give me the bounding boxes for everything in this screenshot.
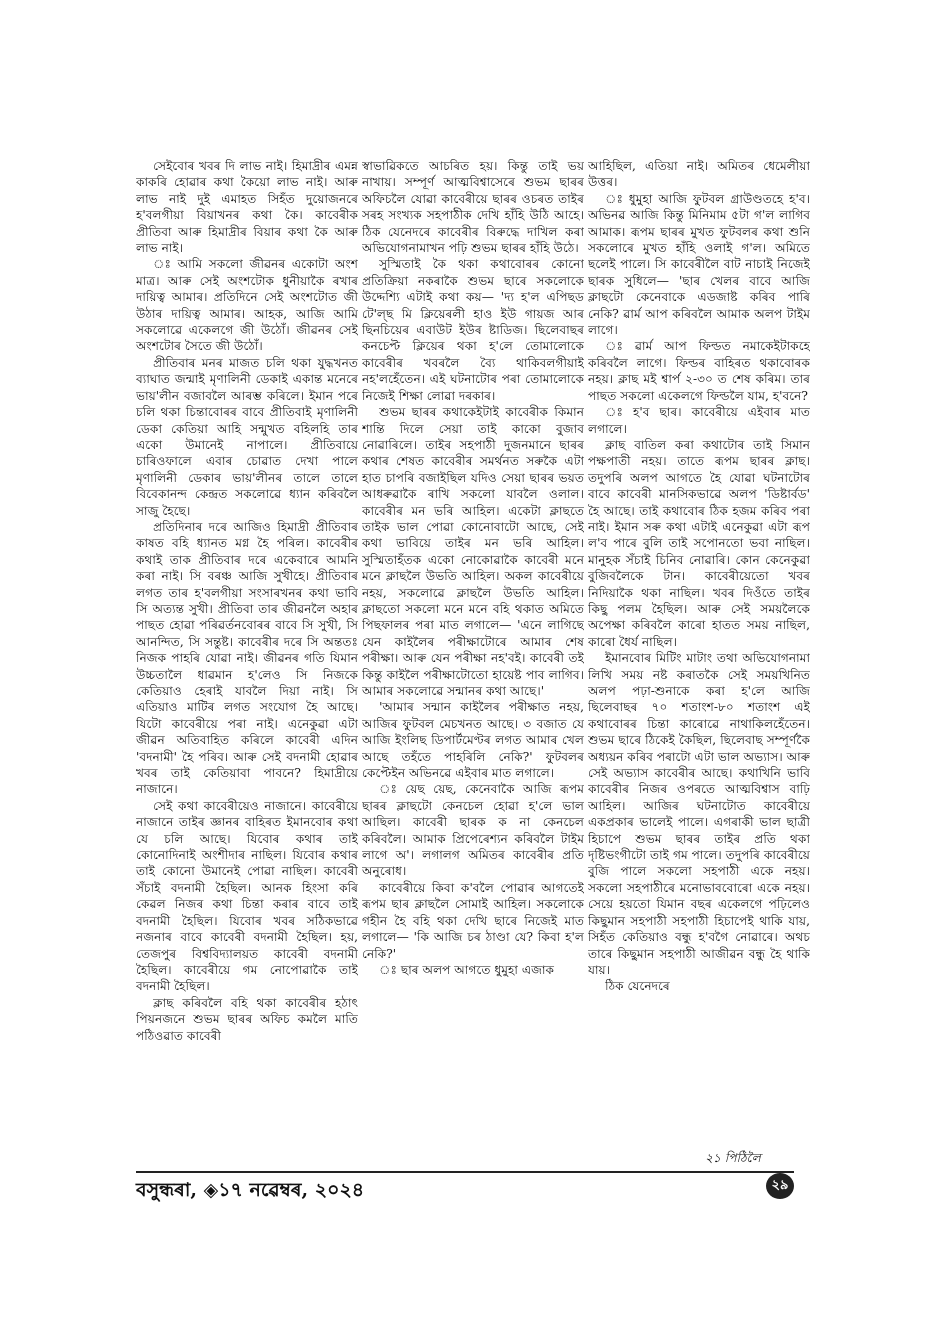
paragraph: ক্লাছ কৰিবলৈ বহি থকা কাবেৰীৰ হঠাৎ পিয়নজনে শুভম ছাৰৰ অফিচ কমলৈ মাতি পঠিওৱাত কাবেৰী	[136, 995, 358, 1043]
paragraph: ইমানবোৰ মিটিং মাটাং তথা অভিযোগনামা লিখি সময় নষ্ট কৰাতকৈ সেই সময়খিনিত অলপ পঢ়া-শুনাকে কৰা হ'লে আজি ছিলেবাছৰ ৭০ শতাংশ-৮০ শতাংশ এই কথাবোৰৰ চিন্তা কাৰোৱে নাথাকিলহেঁতেন। শুভম ছাৰে ঠিকেই কৈছিল, ছিলেবাছ সম্পূৰ্ণকৈ অধ্যয়ন কৰিব পৰাটো এটা ভাল অভ্যাস। আৰু সেই অভ্যাস কাবেৰীৰ আছে। কথাখিনি ভাবি কাবেৰীৰ নিজৰ ওপৰতে আত্মবিশ্বাস বাঢ়ি আহিল। আজিৰ ঘটনাটোত কাবেৰীয়ে একপ্ৰকাৰ ভালেই পালে। এগৰাকী ভাল ছাত্ৰী হিচাপে শুভম ছাৰৰ তাইৰ প্ৰতি থকা দৃষ্টিভংগীটো তাই গম পালে। তদুপৰি কাবেৰীয়ে বুজি পালে সকলো সহপাঠী একে নহয়। সকলো সহপাঠীৰে মনোভাববোৰো একে নহয়। সেয়ে হয়তো যিমান বছৰ একেলগে পঢ়িলেও কিছুমান সহপাঠী সহপাঠী হিচাপেই থাকি যায়, সিহঁত কেতিয়াও বন্ধু হ'বগৈ নোৱাৰে। অথচ তাৰে কিছুমান সহপাঠী আজীৱন বন্ধু হৈ থাকি যায়।	[588, 651, 810, 977]
footer-rule	[136, 1171, 794, 1173]
paragraph: ঠিক যেনেদৰে	[605, 979, 670, 994]
text-column-3	[588, 158, 810, 1168]
paragraph: ঃ ছাৰ অলপ আগতে ধুমুহা এজাক	[379, 962, 555, 977]
paragraph: ঃ হ'ব ছাৰ। কাবেৰীয়ে এইবাৰ মাত লগালে।	[588, 405, 810, 436]
paragraph: 'আমাৰ সন্মান কাইলৈৰ পৰীক্ষাত নহয়, আজিৰ ফুটবল মেচখনত আছে। ৩ বজাত যে আজি ইংলিছ ডিপাৰ্টমেণ্টৰ লগত আমাৰ খেল আছে তহঁতে পাহৰিলি নেকি?' ফুটবলৰ কেপ্টেইন অভিনৱে এইবাৰ মাত লগালে।	[362, 700, 584, 781]
text-column-1	[136, 158, 358, 1168]
text-column-2	[362, 158, 584, 1168]
paragraph: ক্লাছ বাতিল কৰা কথাটোৰ তাই সিমান পক্ষপাতী নহয়। তাতে ৰূপম ছাৰৰ ক্লাছ। তদুপৰি অলপ আগতে হৈ যোৱা ঘটনাটোৰ বাবে কাবেৰী মানসিকভাৱে অলপ 'ডিষ্টাৰ্বড' হৈ আছে। তাই কথাবোৰ ঠিক হজম কৰিব পৰা নাই। ইমান সৰু কথা এটাই এনেকুৱা এটা ৰূপ ল'ব পাৰে বুলি তাই সপোনতো ভবা নাছিল। মানুহক সঁচাই চিনিব নোৱাৰি। কোন কেনেকুৱা বুজিবলৈকে টান। কাবেৰীয়েতো খবৰ নিদিয়াকৈ থকা নাছিল। খবৰ দিওঁতে তাইৰ কিছু পলম হৈছিল। আৰু সেই সময়লৈকে অপেক্ষা কৰিবলৈ কাৰো হাতত সময় নাছিল, কাৰো ধৈৰ্য নাছিল।	[588, 437, 810, 649]
paragraph: শুভম ছাৰৰ কথাকেইটাই কাবেৰীক কিমান শান্তি দিলে সেয়া তাই কাকো বুজাব নোৱাৰিলে। তাইৰ সহপাঠী দুজনমানে ছাৰৰ কথাৰ শেষত কাবেৰীৰ সমৰ্থনত সৰুকৈ এটা হাত চাপৰি বজাইছিল যদিও সেয়া ছাৰৰ ভয়ত আধৰুৱাকৈ ৰাখি সকলো যাবলৈ ওলাল। কাবেৰীৰ মন ভৰি আহিল। একেটা ক্লাছতে তাইক ভাল পোৱা কোনোবাটো আছে, সেই কথা ভাবিয়ে তাইৰ মন ভৰি আহিল। সুস্মিতাহঁতক একো নোকোৱাকৈ কাবেৰী মনে মনে ক্লাছলৈ উভতি আহিল। অকল কাবেৰীয়ে নহয়, সকলোৱে ক্লাছলৈ উভতি আহিল। ক্লাছতো সকলো মনে মনে বহি থকাত অমিতে পিছফালৰ পৰা মাত লগালে— 'এনে লাগিছে যেন কাইলৈৰ পৰীক্ষাটোৰে আমাৰ শেষ পৰীক্ষা। আৰু যেন পৰীক্ষা নহ'বই। কাবেৰী তই কিন্তু কাইলৈ পৰীক্ষাটোতো হায়েষ্ট পাব লাগিব। আমাৰ সকলোৱে সন্মানৰ কথা আছে।'	[362, 405, 584, 698]
paragraph: প্ৰীতিবাৰ মনৰ মাজত চলি থকা যুদ্ধখনত ব্যাঘাত জন্মাই মৃণালিনী ডেকাই একান্ত মনেৰে ভায়'লীন বজাবলৈ আৰম্ভ কৰিলে। ইমান পৰে চলি থকা চিন্তাবোৰৰ বাবে প্ৰীতিবাই মৃণালিনী ডেকা কেতিয়া আহি সন্মুখত বহিলহি তাৰ একো উমানেই নাপালে। প্ৰীতিবায়ে চাৰিওফালে এবাৰ চোৱাত দেখা পালে মৃণালিনী ডেকাৰ ভায়'লীনৰ তালে তালে বিবেকানন্দ কেন্দ্ৰত সকলোৱে ধ্যান কৰিবলৈ সাজু হৈছে।	[136, 355, 358, 518]
paragraph: ঃ ৱাৰ্ম আপ ফিল্ডত নমাকেইটাকহে কৰিবলৈ লাগে। ফিল্ডৰ বাহিৰত থকাবোৰক নহয়। ক্লাছ মই শ্বাৰ্প ২-৩০ ত শেষ কৰিম। তাৰ পাছত সকলো একেলগে ফিল্ডলৈ যাম, হ'বনে?	[588, 339, 810, 403]
paragraph: সেইবোৰ খবৰ দি লাভ নাই। হিমাদ্ৰীৰ এমন্ন কাকৰি হোৱাৰ কথা কৈয়ো লাভ নাই। আৰু লাভ নাই দুই এমাহত সিহঁত দুয়োজনৰে হ'বলগীয়া বিয়াখনৰ কথা কৈ। কাবেৰীক প্ৰীতিবা আৰু হিমাদ্ৰীৰ বিয়াৰ কথা কৈ আৰু লাভ নাই।	[136, 159, 358, 256]
paragraph: স্বাভাৱিকতে আচৰিত হয়। কিন্তু তাই ভয় নাখায়। সম্পূৰ্ণ আত্মবিশ্বাসেৰে শুভম ছাৰৰ অফিচলৈ যোৱা কাবেৰীয়ে ছাৰৰ ওচৰত তাইৰ সৰহ সংখ্যক সহপাঠীক দেখি হাঁহি উঠি আহে। ঠিক যেনেদৰে কাবেৰীৰ বিৰুদ্ধে দাখিল কৰা অভিযোগনামাখন পঢ়ি শুভম ছাৰৰ হাঁহি উঠে।	[362, 159, 584, 256]
paragraph: কাবেৰীয়ে কিবা ক'বলৈ পোৱাৰ আগতেই ৰূপম ছাৰ ক্লাছলৈ সোমাই আহিল। সকলোকে গহীন হৈ বহি থকা দেখি ছাৰে নিজেই মাত লগালে— 'কি আজি চৰ ঠাণ্ডা যে? কিবা হ'ল নেকি?'	[362, 880, 584, 961]
footer-title: বসুন্ধৰা, ◈১৭ নৱেম্বৰ, ২০২৪	[136, 1179, 365, 1201]
paragraph: ঃ আমি সকলো জীৱনৰ একোটা অংশ মাত্ৰ। আৰু সেই অংশটোক ধুনীয়াকৈ ৰখাৰ দায়িত্ব আমাৰ। প্ৰতিদিনে সেই অংশটোত জী উঠাৰ দায়িত্ব আমাৰ। আহক, আজি আমি সকলোৱে একেলগে জী উঠোঁ। জীৱনৰ সেই অংশটোৰ সৈতে জী উঠোঁ।	[136, 257, 358, 354]
paragraph: সেই কথা কাবেৰীয়েও নাজানে। কাবেৰীয়ে নাজানে তাইৰ জ্ঞানৰ বাহিৰত ইমানবোৰ কথা যে চলি আছে। যিবোৰ কথাৰ তাই কোনোদিনাই অংশীদাৰ নাছিল। যিবোৰ কথাৰ তাই কোনো উমানেই পোৱা নাছিল। কাবেৰী সঁচাই বদনামী হৈছিল। আনক হিংসা কৰি কেৱল নিজৰ কথা চিন্তা কৰাৰ বাবে তাই বদনামী হৈছিল। যিবোৰ খবৰ সঠিকভাৱে নজনাৰ বাবে কাবেৰী বদনামী হৈছিল। হয়, তেজপুৰ বিশ্ববিদ্যালয়ত কাবেৰী বদনামী হৈছিল। কাবেৰীয়ে গম নোপোৱাকৈ তাই বদনামী হৈছিল।	[136, 798, 358, 994]
page-number: ২৯	[766, 1173, 794, 1199]
paragraph: আহিছিল, এতিয়া নাই। অমিতৰ ধেমেলীয়া উত্তৰ।	[588, 159, 810, 190]
paragraph: ঃ ধুমুহা আজি ফুটবল গ্ৰাউণ্ডতহে হ'ব। অভিনৱ আজি কিন্তু মিনিমাম ৫টা গ'ল লাগিব আমাক। ৰূপম ছাৰৰ মুখত ফুটবলৰ কথা শুনি সকলোৰে মুখত হাঁহি ওলাই গ'ল। অমিতে ছলেই পালে। সি কাবেৰীলৈ বাট নাচাই নিজেই ছাৰক সুধিলে— 'ছাৰ খেলৰ বাবে আজি ক্লাছটো কেনেবাকে এডজাষ্ট কৰিব পাৰি নেকি? ৱাৰ্ম আপ কৰিবলৈ আমাক অলপ টাইম লাগে।	[588, 191, 810, 338]
continued-note: ২১ পিঠিলৈ	[705, 1151, 761, 1165]
paragraph: ঃ য়েছ য়েছ, কেনেবাকৈ আজি ৰূপম ছাৰৰ ক্লাছটো কেনচেল হোৱা হ'লে ভাল আছিল। কাবেৰী ছাৰক ক না কেনচেল কৰিবলৈ। আমাক প্ৰিপেৰেশ্যন কৰিবলৈ টাইম লাগে অ'। লগালগ অমিতৰ কাবেৰীৰ প্ৰতি অনুৰোধ।	[362, 782, 584, 879]
paragraph: সুস্মিতাই কৈ থকা কথাবোৰৰ কোনো প্ৰতিক্ৰিয়া নকৰাকৈ শুভম ছাৰে সকলোকে উদ্দেশ্যি এটাই কথা কয়— 'দ্য হ'ল এপিছড টে'ল্ছ মি ক্লিয়েৰলী হাও ইউ গায়জ আৰ ছিনচিয়েৰ এবাউট ইউৰ ষ্টাডিজ। ছিলেবাছৰ কনচেপ্ট ক্লিয়েৰ থকা হ'লে তোমালোকে কাবেৰীৰ খবৰলৈ ব্যৈ থাকিবলগীয়াই নহ'লহেঁতেন। এই ঘটনাটোৰ পৰা তোমালোকে নিজেই শিক্ষা লোৱা দৰকাৰ।	[362, 257, 584, 403]
paragraph: প্ৰতিদিনাৰ দৰে আজিও হিমাদ্ৰী প্ৰীতিবাৰ কাষত বহি ধ্যানত মগ্ন হৈ পৰিল। কাবেৰীৰ কথাই তাক প্ৰীতিবাৰ দৰে একেবাৰে আমনি কৰা নাই। সি বৰঞ্চ আজি সুখীহে। প্ৰীতিবাৰ লগত তাৰ হ'বলগীয়া সংসাৰখনৰ কথা ভাবি সি অত্যন্ত সুখী। প্ৰীতিবা তাৰ জীৱনলৈ অহাৰ পাছত হোৱা পৰিৱৰ্তনবোৰৰ বাবে সি সুখী, সি আনন্দিত, সি সন্তুষ্ট। কাবেৰীৰ দৰে সি অন্ততঃ নিজক পাহৰি যোৱা নাই। জীৱনৰ গতি যিমান উচ্চতালৈ ধাৱমান হ'লেও সি নিজকে কেতিয়াও হেৰাই যাবলৈ দিয়া নাই। সি এতিয়াও মাটিৰ লগত সংযোগ হৈ আছে। যিটো কাবেৰীয়ে পৰা নাই। এনেকুৱা এটা জীৱন অতিবাহিত কৰিলে কাবেৰী এদিন 'বদনামী' হৈ পৰিব। আৰু সেই বদনামী হোৱাৰ খবৰ তাই কেতিয়াবা পাবনে? হিমাদ্ৰীয়ে নাজানে।	[136, 519, 358, 797]
